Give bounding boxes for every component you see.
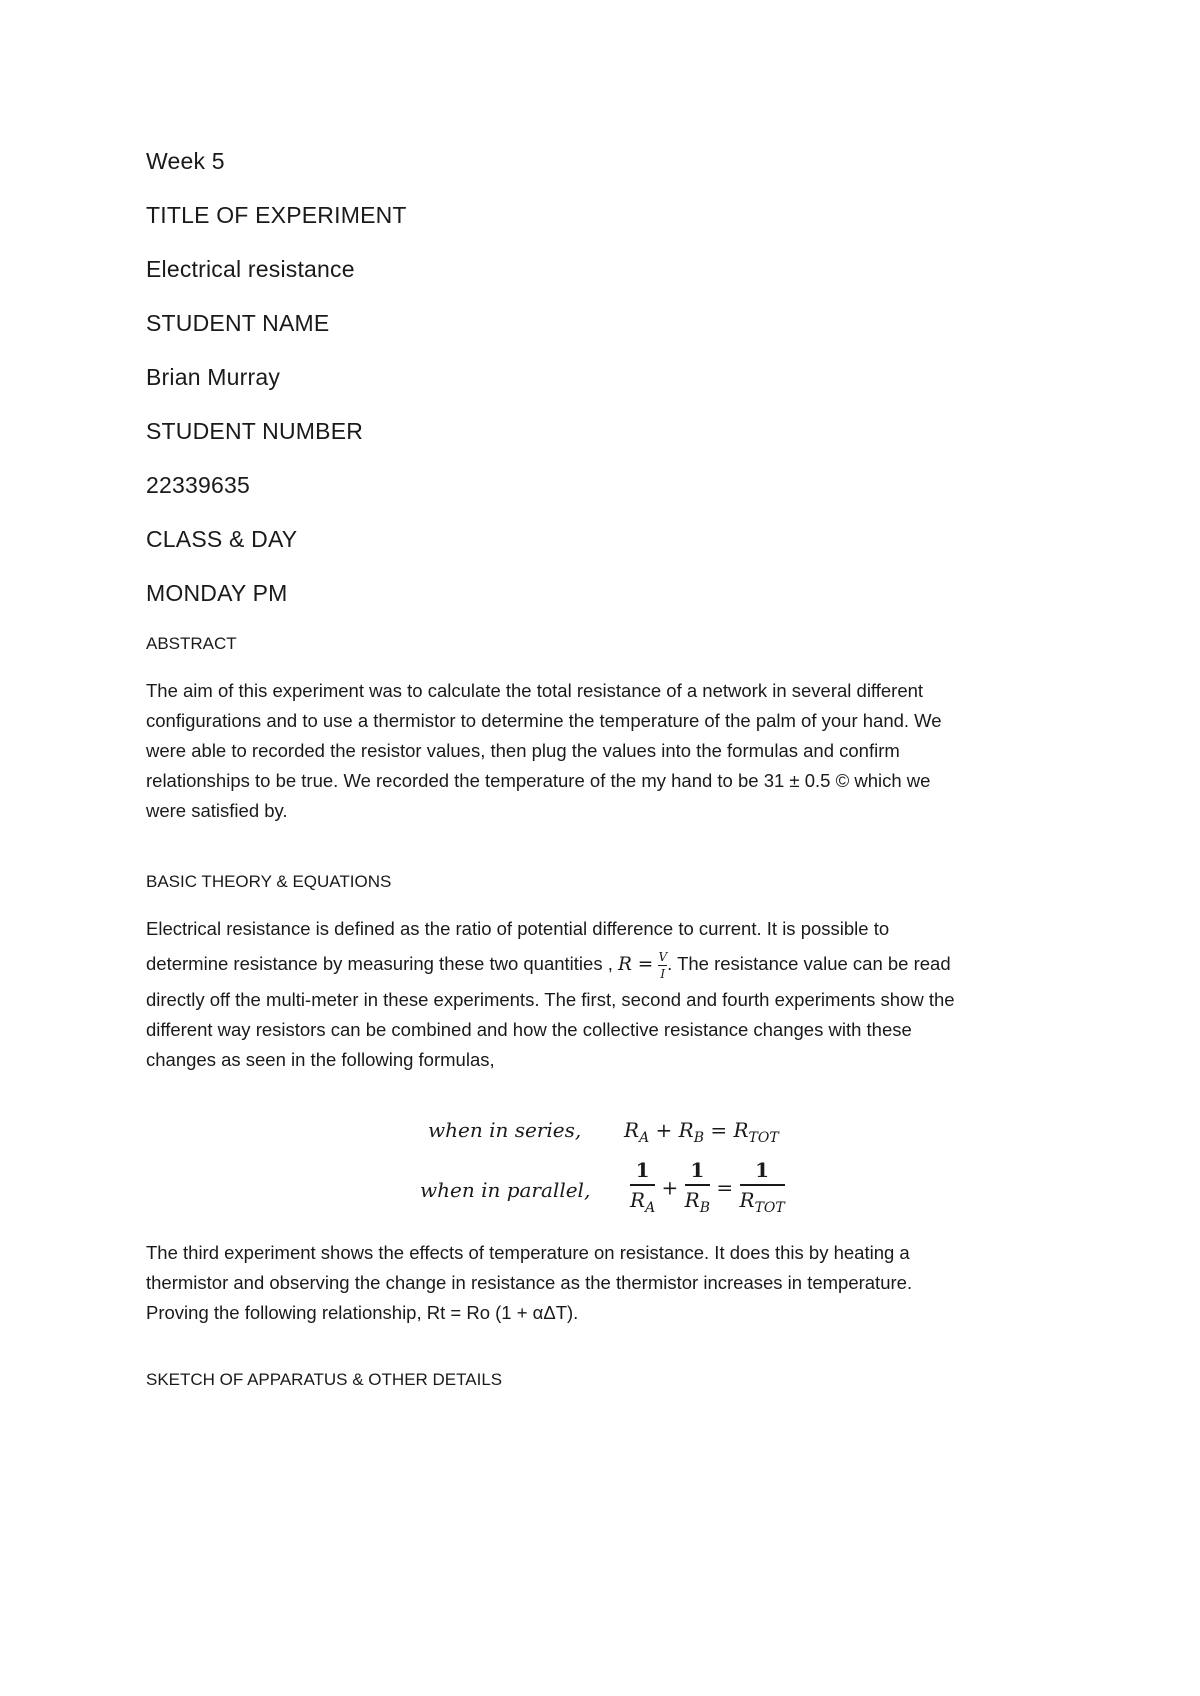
fraction-one-over-ra: $\frac{1}{R_A}$ xyxy=(630,1158,656,1216)
ohm-law-fraction xyxy=(658,951,667,980)
theory-paragraph xyxy=(146,914,1066,1075)
student-number-label: STUDENT NUMBER xyxy=(146,418,364,444)
class-day-value: MONDAY PM xyxy=(146,580,288,606)
abstract-paragraph xyxy=(146,676,1066,826)
proving-text: Proving the following relationship, xyxy=(146,1302,427,1323)
week-label: Week 5 xyxy=(146,148,225,174)
theory-line: The third experiment shows the effects of temperature on resistance. It does this by heating a xyxy=(146,1242,910,1263)
theory-heading: BASIC THEORY & EQUATIONS xyxy=(146,872,392,891)
thermistor-relation: Rt = Ro (1 + αΔT). xyxy=(426,1302,579,1323)
theory-text: . The resistance value can be read xyxy=(667,953,951,974)
fraction-one-over-rtot: $\frac{1}{R_{TOT}}$ xyxy=(739,1158,785,1216)
abstract-line: relationships to be true. We recorded the temperature of the my hand to be 31 ± 0.5 © which we xyxy=(146,770,931,791)
parallel-equation: $\frac{1}{R_A}$ + $\frac{1}{R_B}$ = $\frac{1}{R_{TOT}}$ xyxy=(630,1158,785,1216)
sketch-heading: SKETCH OF APPARATUS & OTHER DETAILS xyxy=(146,1370,503,1389)
abstract-line: were able to recorded the resistor values, then plug the values into the formulas and confirm xyxy=(146,740,900,761)
series-equation: $R_A + R_B = R_{TOT}$ xyxy=(624,1118,779,1146)
theory-line xyxy=(146,1298,1066,1328)
theory-line: thermistor and observing the change in resistance as the thermistor increases in temperature. xyxy=(146,1272,913,1293)
theory-line: different way resistors can be combined and how the collective resistance changes with these xyxy=(146,1019,912,1040)
abstract-line: configurations and to use a thermistor to determine the temperature of the palm of your hand. We xyxy=(146,710,942,731)
fraction-numerator: V xyxy=(658,949,668,964)
fraction-one-over-rb: $\frac{1}{R_B}$ xyxy=(684,1158,711,1216)
class-day-label: CLASS & DAY xyxy=(146,526,298,552)
theory-line-with-formula xyxy=(146,944,1066,985)
abstract-line: were satisfied by. xyxy=(146,800,288,821)
title-value: Electrical resistance xyxy=(146,256,355,282)
thermistor-paragraph xyxy=(146,1238,1066,1328)
series-label: when in series, xyxy=(428,1118,582,1142)
theory-line: changes as seen in the following formulas, xyxy=(146,1049,495,1070)
ohm-law-lhs: R = xyxy=(618,954,654,975)
parallel-label: when in parallel, xyxy=(420,1178,591,1202)
student-name-value: Brian Murray xyxy=(146,364,281,390)
theory-line: directly off the multi-meter in these experiments. The first, second and fourth experiments show the xyxy=(146,989,955,1010)
theory-text: determine resistance by measuring these two quantities , xyxy=(146,953,618,974)
student-number-value: 22339635 xyxy=(146,472,250,498)
abstract-line: The aim of this experiment was to calculate the total resistance of a network in several different xyxy=(146,680,924,701)
student-name-label: STUDENT NAME xyxy=(146,310,330,336)
abstract-heading: ABSTRACT xyxy=(146,634,237,653)
title-label: TITLE OF EXPERIMENT xyxy=(146,202,407,228)
theory-line: Electrical resistance is defined as the ratio of potential difference to current. It is possible to xyxy=(146,918,890,939)
fraction-denominator: I xyxy=(660,966,666,981)
